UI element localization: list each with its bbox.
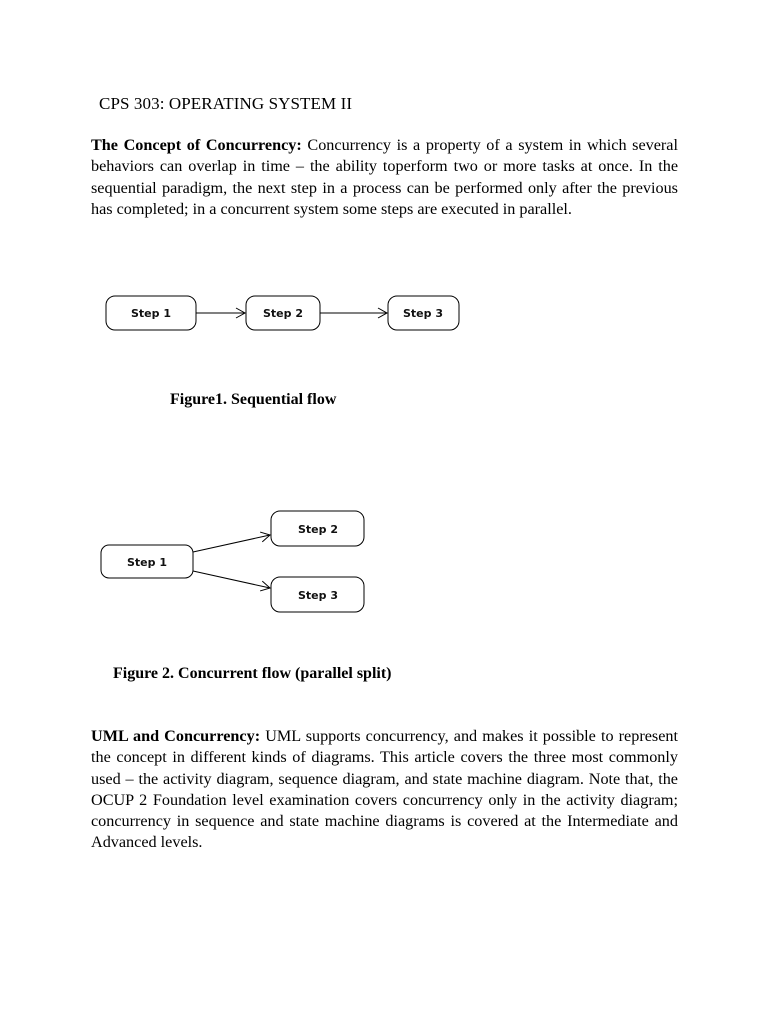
- concurrency-concept-heading: The Concept of Concurrency:: [91, 136, 302, 154]
- flow-node-label: Step 2: [263, 307, 303, 320]
- figure-2-caption: Figure 2. Concurrent flow (parallel split): [113, 665, 392, 682]
- flow-arrow: [193, 535, 270, 552]
- flow-arrow: [193, 571, 270, 588]
- flow-node-label: Step 3: [298, 589, 338, 602]
- concurrent-flow-diagram: [95, 505, 375, 620]
- concurrency-concept-text: Concurrency is a property of a system in which several behaviors can overlap in time – the ability toperform two or more tasks at once. In the sequential paradigm, the next step in a process can be performed only after the previous has completed; in a concurrent system some steps are executed in parallel.: [91, 136, 678, 218]
- uml-concurrency-heading: UML and Concurrency:: [91, 727, 261, 745]
- page-title: CPS 303: OPERATING SYSTEM II: [99, 94, 353, 113]
- flow-node-label: Step 1: [131, 307, 171, 320]
- flow-node-label: Step 2: [298, 523, 338, 536]
- concurrency-concept-paragraph: [91, 135, 678, 220]
- flow-node-label: Step 1: [127, 556, 167, 569]
- uml-concurrency-paragraph: [91, 726, 678, 854]
- uml-concurrency-text: UML supports concurrency, and makes it possible to represent the concept in different kinds of diagrams. This article covers the three most commonly used – the activity diagram, sequence diagram, and state machine diagram. Note that, the OCUP 2 Foundation level examination covers concurrency only in the activity diagram; concurrency in sequence and state machine diagrams is covered at the Intermediate and Advanced levels.: [91, 727, 678, 852]
- sequential-flow-diagram: [100, 290, 470, 340]
- flow-node-label: Step 3: [403, 307, 443, 320]
- figure-1-caption: Figure1. Sequential flow: [170, 391, 337, 408]
